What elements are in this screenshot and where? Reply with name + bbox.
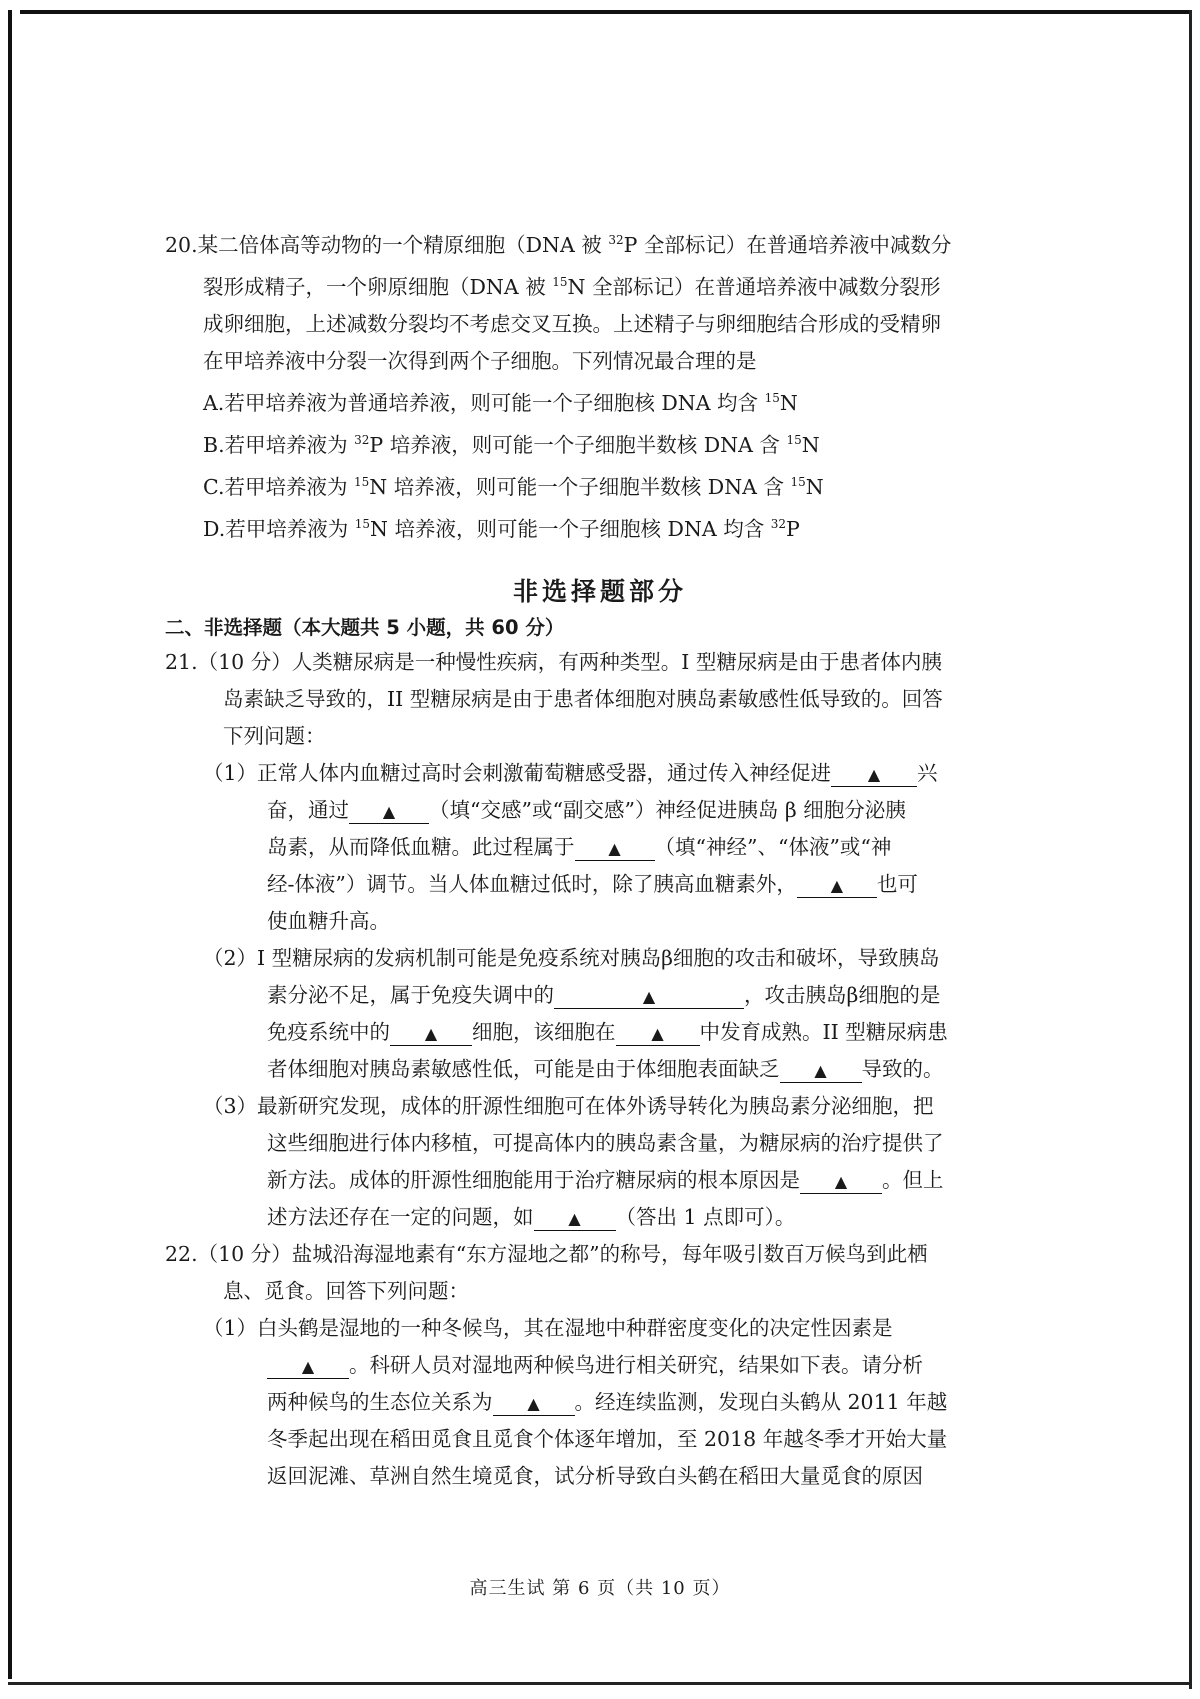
scan-border-bottom <box>8 1682 1192 1685</box>
blank-triangle-icon: ▲ <box>608 839 621 858</box>
answer-blank[interactable] <box>493 1391 575 1416</box>
q21-part2-line-2 <box>165 977 1035 1014</box>
blank-triangle-icon: ▲ <box>642 987 656 1006</box>
q20-text: 裂形成精子，一个卵原细胞（DNA 被 <box>203 275 546 299</box>
q21-text: （填“神经”、“体液”或“神 <box>654 835 892 859</box>
q20-text: 20.某二倍体高等动物的一个精原细胞（DNA 被 <box>165 233 602 257</box>
superscript-32: 32 <box>354 433 370 447</box>
superscript-32: 32 <box>770 517 787 531</box>
q22-part1-line-5: 返回泥滩、草洲自然生境觅食，试分析导致白头鹤在稻田大量觅食的原因 <box>267 1464 923 1488</box>
q21-part1-line-2 <box>165 792 1035 829</box>
q21-text: 者体细胞对胰岛素敏感性低，可能是由于体细胞表面缺乏 <box>267 1057 780 1081</box>
q21-part3-line-4 <box>165 1199 1035 1236</box>
scan-border-top <box>20 10 1190 14</box>
q21-part3-line-3 <box>165 1162 1035 1199</box>
option-text: A.若甲培养液为普通培养液，则可能一个子细胞核 DNA 均含 <box>203 391 759 415</box>
q21-text: 也可 <box>876 872 918 896</box>
q22-part1-line-1: （1）白头鹤是湿地的一种冬候鸟，其在湿地中种群密度变化的决定性因素是 <box>203 1316 893 1340</box>
q20-option-b <box>165 422 1035 464</box>
q21-text: 岛素，从而降低血糖。此过程属于 <box>267 835 575 859</box>
q21-part2-line-1: （2）I 型糖尿病的发病机制可能是免疫系统对胰岛β细胞的攻击和破坏，导致胰岛 <box>203 946 940 970</box>
option-text: N <box>779 391 798 415</box>
answer-blank[interactable] <box>267 1354 349 1379</box>
q21-text: （填“交感”或“副交感”）神经促进胰岛 β 细胞分泌胰 <box>429 798 906 822</box>
blank-triangle-icon: ▲ <box>834 1172 848 1191</box>
superscript-15: 15 <box>790 475 806 489</box>
q21-intro-line-1: 21.（10 分）人类糖尿病是一种慢性疾病，有两种类型。I 型糖尿病是由于患者体内胰 <box>165 650 942 674</box>
q21-text: 导致的。 <box>861 1057 944 1081</box>
q22-part1-line-4: 冬季起出现在稻田觅食且觅食个体逐年增加，至 2018 年越冬季才开始大量 <box>267 1427 948 1451</box>
q20-stem-line-2 <box>165 264 1035 306</box>
q20-option-c <box>165 464 1035 506</box>
q22-intro-line-2: 息、觅食。回答下列问题： <box>223 1279 469 1303</box>
exam-page-content <box>165 222 1035 1495</box>
answer-blank[interactable] <box>534 1206 616 1231</box>
q20-option-a <box>165 380 1035 422</box>
q21-intro-line-3: 下列问题： <box>223 724 326 748</box>
option-text: B.若甲培养液为 <box>203 433 348 457</box>
blank-triangle-icon: ▲ <box>651 1024 664 1043</box>
option-text: N <box>805 475 824 499</box>
blank-triangle-icon: ▲ <box>830 876 844 895</box>
answer-blank[interactable] <box>780 1058 862 1083</box>
blank-triangle-icon: ▲ <box>867 765 881 784</box>
blank-triangle-icon: ▲ <box>814 1061 827 1080</box>
q21-text: 新方法。成体的肝源性细胞能用于治疗糖尿病的根本原因是 <box>267 1168 800 1192</box>
q20-text: P 全部标记）在普通培养液中减数分 <box>623 233 952 257</box>
question-21 <box>165 644 1035 1236</box>
blank-triangle-icon: ▲ <box>382 802 396 821</box>
q21-text: 素分泌不足，属于免疫失调中的 <box>267 983 554 1007</box>
option-text: C.若甲培养液为 <box>203 475 348 499</box>
q21-part2-line-3 <box>165 1014 1035 1051</box>
q21-part2-line-4 <box>165 1051 1035 1088</box>
q21-text: 奋，通过 <box>267 798 349 822</box>
answer-blank[interactable] <box>390 1021 472 1046</box>
q21-text: 。但上 <box>882 1168 944 1192</box>
q21-part1-line-1 <box>165 755 1035 792</box>
option-text: N 培养液，则可能一个子细胞核 DNA 均含 <box>370 517 765 541</box>
superscript-15: 15 <box>552 275 568 289</box>
superscript-15: 15 <box>354 517 371 531</box>
q22-text: 。经连续监测，发现白头鹤从 2011 年越 <box>574 1390 948 1414</box>
superscript-15: 15 <box>354 475 370 489</box>
page-footer: 高三生试 第 6 页（共 10 页） <box>469 1578 731 1599</box>
q21-text: 经-体液”）调节。当人体血糖过低时，除了胰高血糖素外， <box>267 872 797 896</box>
q21-text: ，攻击胰岛β细胞的是 <box>744 983 941 1007</box>
q21-text: （答出 1 点即可）。 <box>615 1205 796 1229</box>
q22-text: 两种候鸟的生态位关系为 <box>267 1390 493 1414</box>
q21-text: 细胞，该细胞在 <box>472 1020 616 1044</box>
q22-part1-line-3 <box>165 1384 1035 1421</box>
option-text: P 培养液，则可能一个子细胞半数核 DNA 含 <box>369 433 780 457</box>
q21-part3-line-2: 这些细胞进行体内移植，可提高体内的胰岛素含量，为糖尿病的治疗提供了 <box>267 1131 944 1155</box>
q21-text: 免疫系统中的 <box>267 1020 390 1044</box>
q21-text: 述方法还存在一定的问题，如 <box>267 1205 534 1229</box>
blank-triangle-icon: ▲ <box>301 1357 315 1376</box>
answer-blank[interactable] <box>554 984 744 1009</box>
q21-intro-line-2: 岛素缺乏导致的，II 型糖尿病是由于患者体细胞对胰岛素敏感性低导致的。回答 <box>223 687 943 711</box>
blank-triangle-icon: ▲ <box>568 1209 581 1228</box>
q20-text: N 全部标记）在普通培养液中减数分裂形 <box>567 275 941 299</box>
q21-text: （1）正常人体内血糖过高时会刺激葡萄糖感受器，通过传入神经促进 <box>203 761 832 785</box>
question-20 <box>165 222 1035 548</box>
blank-triangle-icon: ▲ <box>424 1024 438 1043</box>
blank-triangle-icon: ▲ <box>527 1394 540 1413</box>
q21-part1-line-3 <box>165 829 1035 866</box>
q20-stem-line-3: 成卵细胞，上述减数分裂均不考虑交叉互换。上述精子与卵细胞结合形成的受精卵 <box>203 312 941 336</box>
answer-blank[interactable] <box>831 762 917 787</box>
q21-text: 兴 <box>917 761 938 785</box>
option-text: N 培养液，则可能一个子细胞半数核 DNA 含 <box>369 475 784 499</box>
q21-part1-line-5: 使血糖升高。 <box>267 909 390 933</box>
answer-blank[interactable] <box>616 1021 700 1046</box>
question-22 <box>165 1236 1035 1495</box>
q20-stem-line-1 <box>165 222 1035 264</box>
answer-blank[interactable] <box>800 1169 882 1194</box>
part-heading: 二、非选择题（本大题共 5 小题，共 60 分） <box>165 616 565 639</box>
q22-text: 。科研人员对湿地两种候鸟进行相关研究，结果如下表。请分析 <box>349 1353 923 1377</box>
option-text: D.若甲培养液为 <box>203 517 349 541</box>
scan-border-right <box>1189 10 1192 1689</box>
option-text: N <box>801 433 820 457</box>
answer-blank[interactable] <box>349 799 429 824</box>
q21-part1-line-4 <box>165 866 1035 903</box>
option-text: P <box>786 517 800 541</box>
q22-part1-line-2 <box>165 1347 1035 1384</box>
q20-stem-line-4: 在甲培养液中分裂一次得到两个子细胞。下列情况最合理的是 <box>203 349 757 373</box>
q21-part3-line-1: （3）最新研究发现，成体的肝源性细胞可在体外诱导转化为胰岛素分泌细胞，把 <box>203 1094 934 1118</box>
superscript-15: 15 <box>764 391 780 405</box>
q21-text: 中发育成熟。II 型糖尿病患 <box>699 1020 948 1044</box>
section-title: 非选择题部分 <box>512 577 687 606</box>
superscript-15: 15 <box>786 433 802 447</box>
answer-blank[interactable] <box>797 873 877 898</box>
superscript-32: 32 <box>608 233 624 247</box>
scan-border-left <box>8 10 12 1679</box>
answer-blank[interactable] <box>575 836 655 861</box>
q20-option-d <box>165 506 1035 548</box>
q22-intro-line-1: 22.（10 分）盐城沿海湿地素有“东方湿地之都”的称号，每年吸引数百万候鸟到此栖 <box>165 1242 928 1266</box>
